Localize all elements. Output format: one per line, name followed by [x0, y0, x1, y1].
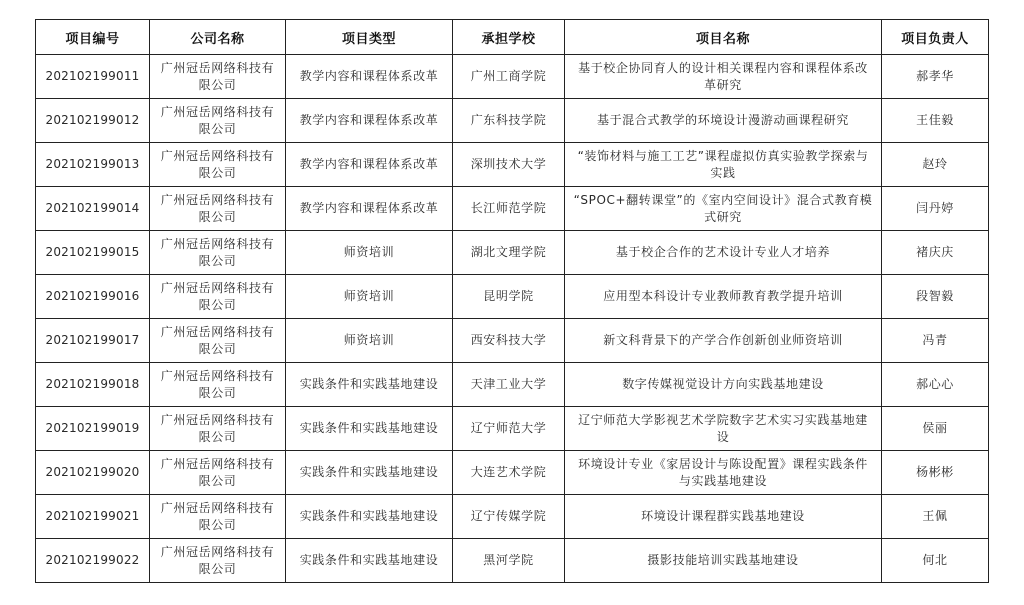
table-row — [36, 319, 989, 363]
cell-school: 辽宁师范大学 — [453, 407, 565, 451]
cell-school: 黑河学院 — [453, 539, 565, 583]
header-project-lead: 项目负责人 — [882, 20, 989, 55]
table-row — [36, 363, 989, 407]
table-row — [36, 55, 989, 99]
cell-school: 深圳技术大学 — [453, 143, 565, 187]
header-project-id: 项目编号 — [36, 20, 150, 55]
header-school: 承担学校 — [453, 20, 565, 55]
cell-project-name: 摄影技能培训实践基地建设 — [565, 539, 882, 583]
cell-project-type: 教学内容和课程体系改革 — [286, 187, 453, 231]
cell-school: 西安科技大学 — [453, 319, 565, 363]
cell-project-type: 实践条件和实践基地建设 — [286, 539, 453, 583]
table-row — [36, 451, 989, 495]
table-row — [36, 495, 989, 539]
cell-project-name: 基于校企协同育人的设计相关课程内容和课程体系改革研究 — [565, 55, 882, 99]
cell-project-type: 师资培训 — [286, 319, 453, 363]
cell-company-name: 广州冠岳网络科技有限公司 — [150, 363, 286, 407]
table-row — [36, 187, 989, 231]
header-project-name: 项目名称 — [565, 20, 882, 55]
cell-project-name: 辽宁师范大学影视艺术学院数字艺术实习实践基地建设 — [565, 407, 882, 451]
cell-project-id: 202102199021 — [36, 495, 150, 539]
cell-school: 湖北文理学院 — [453, 231, 565, 275]
cell-company-name: 广州冠岳网络科技有限公司 — [150, 319, 286, 363]
cell-project-type: 实践条件和实践基地建设 — [286, 363, 453, 407]
cell-project-id: 202102199017 — [36, 319, 150, 363]
cell-project-lead: 王佳毅 — [882, 99, 989, 143]
cell-school: 天津工业大学 — [453, 363, 565, 407]
project-table — [35, 19, 989, 583]
table-row — [36, 99, 989, 143]
cell-project-type: 师资培训 — [286, 231, 453, 275]
cell-project-name: 应用型本科设计专业教师教育教学提升培训 — [565, 275, 882, 319]
cell-project-name: 基于混合式教学的环境设计漫游动画课程研究 — [565, 99, 882, 143]
table-row — [36, 407, 989, 451]
cell-project-type: 师资培训 — [286, 275, 453, 319]
cell-project-lead: 郝心心 — [882, 363, 989, 407]
cell-project-lead: 赵玲 — [882, 143, 989, 187]
cell-company-name: 广州冠岳网络科技有限公司 — [150, 231, 286, 275]
cell-company-name: 广州冠岳网络科技有限公司 — [150, 539, 286, 583]
cell-project-type: 教学内容和课程体系改革 — [286, 99, 453, 143]
cell-project-lead: 郝孝华 — [882, 55, 989, 99]
cell-project-lead: 杨彬彬 — [882, 451, 989, 495]
table-header-row — [36, 20, 989, 55]
cell-company-name: 广州冠岳网络科技有限公司 — [150, 55, 286, 99]
table-row — [36, 143, 989, 187]
table-row — [36, 539, 989, 583]
cell-school: 广州工商学院 — [453, 55, 565, 99]
cell-project-lead: 闫丹婷 — [882, 187, 989, 231]
cell-project-type: 实践条件和实践基地建设 — [286, 495, 453, 539]
cell-project-id: 202102199022 — [36, 539, 150, 583]
cell-project-type: 教学内容和课程体系改革 — [286, 55, 453, 99]
cell-school: 昆明学院 — [453, 275, 565, 319]
cell-project-id: 202102199013 — [36, 143, 150, 187]
cell-project-type: 实践条件和实践基地建设 — [286, 451, 453, 495]
cell-project-lead: 褚庆庆 — [882, 231, 989, 275]
cell-project-lead: 王佩 — [882, 495, 989, 539]
cell-project-id: 202102199014 — [36, 187, 150, 231]
cell-project-id: 202102199020 — [36, 451, 150, 495]
table-body — [36, 55, 989, 583]
cell-project-name: “装饰材料与施工工艺”课程虚拟仿真实验教学探索与实践 — [565, 143, 882, 187]
cell-project-id: 202102199012 — [36, 99, 150, 143]
cell-company-name: 广州冠岳网络科技有限公司 — [150, 451, 286, 495]
cell-company-name: 广州冠岳网络科技有限公司 — [150, 495, 286, 539]
cell-project-name: 环境设计专业《家居设计与陈设配置》课程实践条件与实践基地建设 — [565, 451, 882, 495]
cell-project-id: 202102199011 — [36, 55, 150, 99]
cell-school: 广东科技学院 — [453, 99, 565, 143]
cell-project-name: 环境设计课程群实践基地建设 — [565, 495, 882, 539]
cell-project-lead: 冯青 — [882, 319, 989, 363]
table-row — [36, 231, 989, 275]
cell-school: 辽宁传媒学院 — [453, 495, 565, 539]
cell-project-name: 数字传媒视觉设计方向实践基地建设 — [565, 363, 882, 407]
cell-company-name: 广州冠岳网络科技有限公司 — [150, 187, 286, 231]
header-project-type: 项目类型 — [286, 20, 453, 55]
cell-project-lead: 何北 — [882, 539, 989, 583]
cell-company-name: 广州冠岳网络科技有限公司 — [150, 275, 286, 319]
cell-project-name: “SPOC+翻转课堂”的《室内空间设计》混合式教育模式研究 — [565, 187, 882, 231]
cell-company-name: 广州冠岳网络科技有限公司 — [150, 99, 286, 143]
cell-project-id: 202102199016 — [36, 275, 150, 319]
table-row — [36, 275, 989, 319]
header-company-name: 公司名称 — [150, 20, 286, 55]
cell-company-name: 广州冠岳网络科技有限公司 — [150, 407, 286, 451]
cell-school: 大连艺术学院 — [453, 451, 565, 495]
cell-project-id: 202102199018 — [36, 363, 150, 407]
cell-project-type: 实践条件和实践基地建设 — [286, 407, 453, 451]
cell-project-lead: 侯丽 — [882, 407, 989, 451]
cell-project-id: 202102199019 — [36, 407, 150, 451]
cell-school: 长江师范学院 — [453, 187, 565, 231]
cell-project-id: 202102199015 — [36, 231, 150, 275]
cell-company-name: 广州冠岳网络科技有限公司 — [150, 143, 286, 187]
cell-project-name: 基于校企合作的艺术设计专业人才培养 — [565, 231, 882, 275]
project-table-container — [35, 19, 989, 583]
cell-project-type: 教学内容和课程体系改革 — [286, 143, 453, 187]
cell-project-name: 新文科背景下的产学合作创新创业师资培训 — [565, 319, 882, 363]
cell-project-lead: 段智毅 — [882, 275, 989, 319]
